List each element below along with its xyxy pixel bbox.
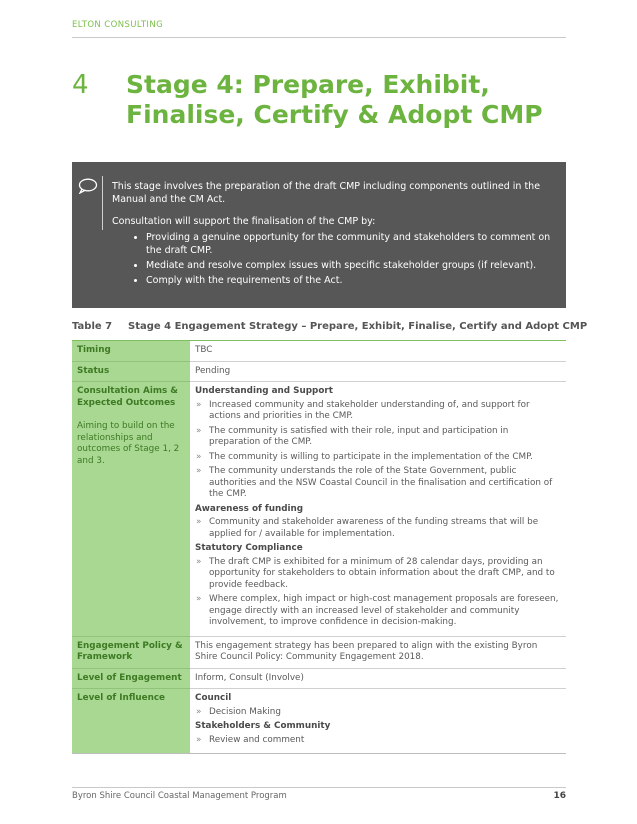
- list-item: [195, 426, 561, 449]
- callout-bullet-list: [112, 231, 552, 287]
- bullet-marker: »: [196, 734, 202, 745]
- section-heading: Awareness of funding: [195, 503, 304, 514]
- row-value: Pending: [190, 361, 566, 382]
- section-heading: Understanding and Support: [195, 386, 333, 396]
- section-heading: Council: [195, 693, 232, 703]
- list-item: [195, 517, 561, 540]
- chapter-number: 4: [72, 70, 89, 100]
- table-row-level-of-engagement: [72, 668, 566, 689]
- table-row-timing: [72, 341, 566, 362]
- row-sublabel: Aiming to build on the relationships and outcomes of Stage 1, 2 and 3.: [77, 421, 180, 466]
- bullet-marker: »: [196, 466, 202, 476]
- table-row-aims: [72, 382, 566, 637]
- list-item: [195, 594, 561, 629]
- table-row-level-of-influence: [72, 689, 566, 754]
- table-title: Stage 4 Engagement Strategy – Prepare, Exhibit, Finalise, Certify and Adopt CMP: [128, 321, 588, 332]
- section-heading: Statutory Compliance: [195, 543, 303, 553]
- table-row-status: [72, 361, 566, 382]
- row-label: Level of Influence: [72, 689, 190, 754]
- row-label: Status: [72, 361, 190, 382]
- footer-divider: [72, 787, 566, 788]
- page-number: 16: [553, 791, 566, 801]
- list-item: [195, 707, 561, 719]
- list-item-text: The community is willing to participate in the implementation of the CMP.: [209, 451, 533, 462]
- stage-callout-box: [72, 162, 566, 308]
- callout-bullet: • Comply with the requirements of the Act.: [146, 274, 552, 287]
- row-label-cell: [72, 382, 190, 637]
- bullet-marker: »: [196, 594, 202, 604]
- row-label: Consultation Aims & Expected Outcomes: [77, 386, 178, 408]
- list-item-text: Where complex, high impact or high-cost management proposals are foreseen, engage directly with an increased level of stakeholder and community involvement, to improve confidence in decision-making.: [209, 594, 559, 627]
- header-divider: [72, 37, 566, 38]
- speech-bubble-icon: [78, 178, 98, 197]
- row-label: Timing: [72, 341, 190, 362]
- list-item-text: Increased community and stakeholder understanding of, and support for actions and priorities in the CMP.: [209, 399, 530, 421]
- list-item-text: Review and comment: [209, 734, 305, 745]
- row-value-cell: [190, 689, 566, 754]
- callout-bullet: • Providing a genuine opportunity for the community and stakeholders to comment on the draft CMP.: [146, 231, 552, 257]
- callout-text: [112, 180, 552, 289]
- engagement-strategy-table: [72, 340, 566, 754]
- table-row-policy: [72, 636, 566, 668]
- list-item: [195, 557, 561, 592]
- bullet-marker: »: [196, 399, 202, 410]
- table-caption: [72, 321, 587, 332]
- table-number: Table 7: [72, 321, 113, 332]
- callout-lead: Consultation will support the finalisation of the CMP by:: [112, 216, 376, 227]
- list-item-text: The community is satisfied with their role, input and participation in preparation of the CMP.: [209, 425, 509, 447]
- bullet-marker: »: [196, 556, 202, 567]
- bullet-marker: »: [196, 517, 202, 527]
- list-item: [195, 735, 561, 747]
- chapter-title: Stage 4: Prepare, Exhibit, Finalise, Certify & Adopt CMP: [126, 70, 543, 129]
- list-item: [195, 452, 561, 464]
- callout-divider: [102, 176, 103, 230]
- bullet-marker: »: [196, 706, 202, 717]
- row-value: Inform, Consult (Involve): [190, 668, 566, 689]
- list-item-text: Decision Making: [209, 706, 281, 717]
- list-item: [195, 466, 561, 501]
- callout-bullet: • Mediate and resolve complex issues with specific stakeholder groups (if relevant).: [146, 259, 552, 272]
- section-heading: Stakeholders & Community: [195, 721, 331, 731]
- list-item: [195, 400, 561, 423]
- bullet-marker: »: [196, 451, 202, 462]
- header-brand: ELTON CONSULTING: [72, 20, 164, 30]
- footer-document-title: Byron Shire Council Coastal Management Program: [72, 791, 287, 801]
- row-label: Engagement Policy & Framework: [72, 636, 190, 668]
- list-item-text: The community understands the role of the State Government, public authorities and the NSW Coastal Council in the finalisation and certification of the CMP.: [209, 466, 553, 499]
- row-value-cell: [190, 382, 566, 637]
- row-label: Level of Engagement: [72, 668, 190, 689]
- bullet-marker: »: [196, 425, 202, 436]
- row-value: This engagement strategy has been prepared to align with the existing Byron Shire Council Policy: Community Engagement 2018.: [190, 636, 566, 668]
- row-value: TBC: [190, 341, 566, 362]
- callout-intro: This stage involves the preparation of the draft CMP including components outlined in the Manual and the CM Act.: [112, 181, 541, 205]
- list-item-text: Community and stakeholder awareness of the funding streams that will be applied for / available for implementation.: [209, 517, 539, 539]
- list-item-text: The draft CMP is exhibited for a minimum of 28 calendar days, providing an opportunity for stakeholders to obtain information about the draft CMP, and to provide feedback.: [209, 556, 555, 590]
